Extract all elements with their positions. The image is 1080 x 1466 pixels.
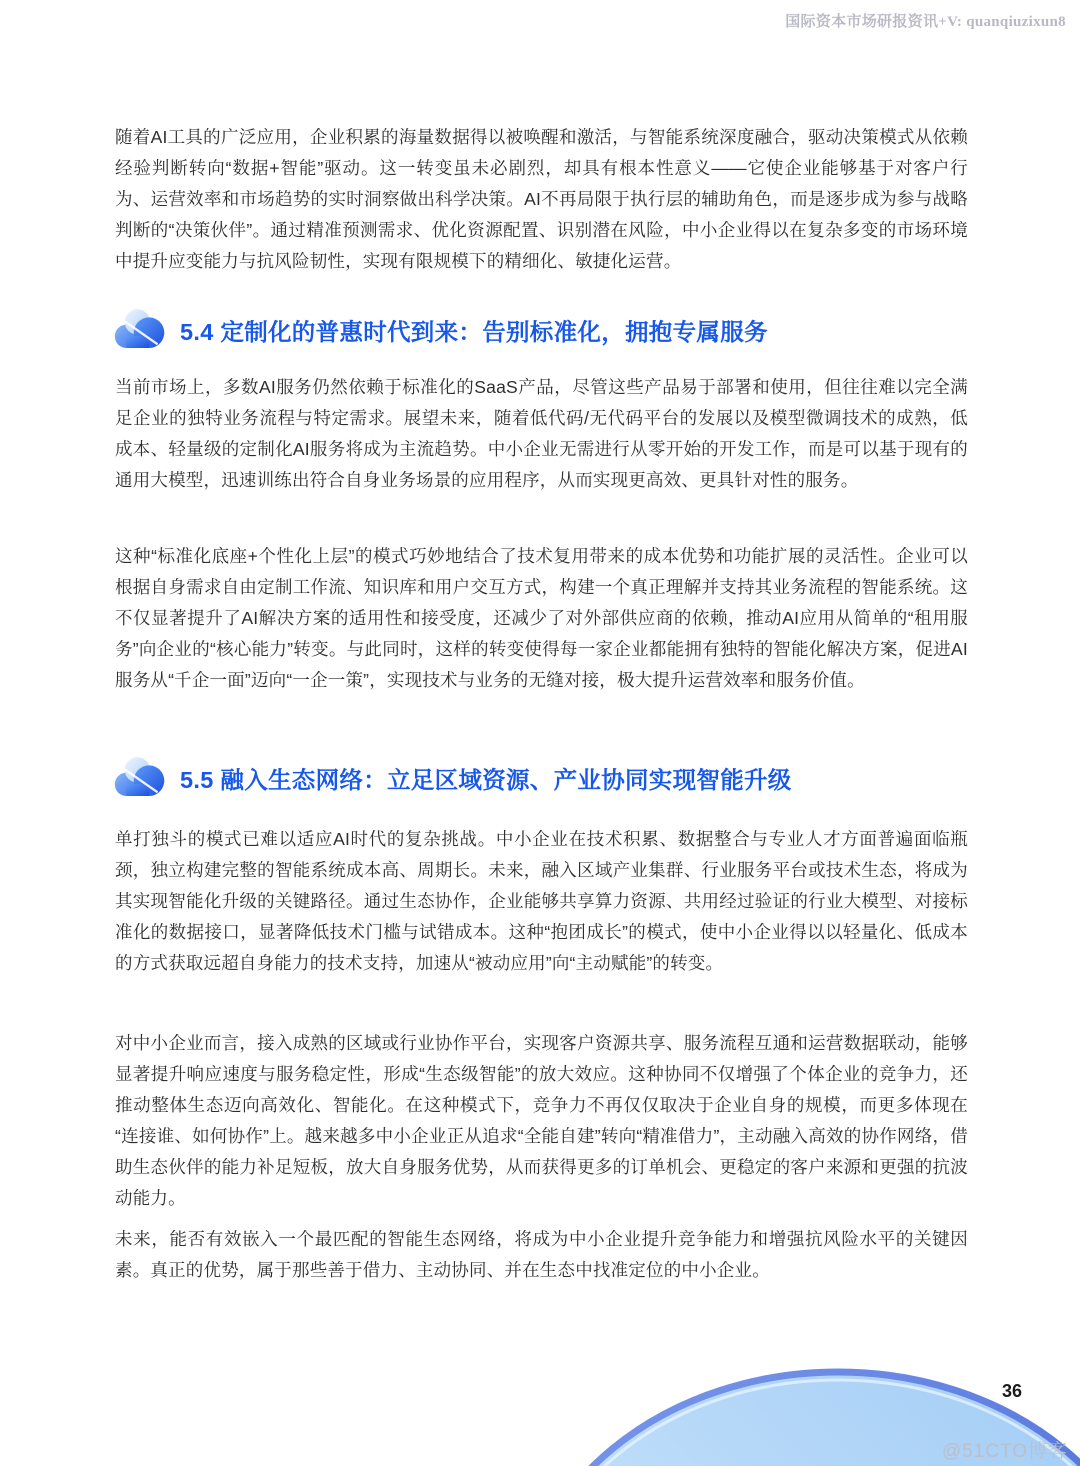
section-5-4-paragraph: 当前市场上，多数AI服务仍然依赖于标准化的SaaS产品，尽管这些产品易于部署和使用，但往往难以完全满足企业的独特业务流程与特定需求。展望未来，随着低代码/无代码平台的发展以及模型微调技术的成熟，低成本、轻量级的定制化AI服务将成为主流趋势。中小企业无需进行从零开始的开发工作，而是可以基于现有的通用大模型，迅速训练出符合自身业务场景的应用程序，从而实现更高效、更具针对性的服务。 <box>115 377 968 490</box>
bottom-watermark: @51CTO博客 <box>941 1441 1068 1462</box>
cloud-logo-icon <box>113 754 167 802</box>
top-right-note: 国际资本市场研报资讯+V: quanqiuzixun8 <box>785 14 1066 30</box>
section-5-5-paragraph: 对中小企业而言，接入成熟的区域或行业协作平台，实现客户资源共享、服务流程互通和运营数据联动，能够显著提升响应速度与服务稳定性，形成“生态级智能”的放大效应。这种协同不仅增强了个体企业的竞争力，还推动整体生态迈向高效化、智能化。在这种模式下，竞争力不再仅仅取决于企业自身的规模，而更多体现在“连接谁、如何协作”上。越来越多中小企业正从追求“全能自建”转向“精准借力”，主动融入高效的协作网络，借助生态伙伴的能力补足短板，放大自身服务优势，从而获得更多的订单机会、更稳定的客户来源和更强的抗波动能力。 <box>115 1033 968 1208</box>
section-5-4-paragraph: 这种“标准化底座+个性化上层”的模式巧妙地结合了技术复用带来的成本优势和功能扩展的灵活性。企业可以根据自身需求自由定制工作流、知识库和用户交互方式，构建一个真正理解并支持其业务流程的智能系统。这不仅显著提升了AI解决方案的适用性和接受度，还减少了对外部供应商的依赖，推动AI应用从简单的“租用服务”向企业的“核心能力”转变。与此同时，这样的转变使得每一家企业都能拥有独特的智能化解决方案，促进AI服务从“千企一面”迈向“一企一策”，实现技术与业务的无缝对接，极大提升运营效率和服务价值。 <box>115 546 968 690</box>
cloud-logo-icon <box>113 306 167 354</box>
section-heading-5-5 <box>113 754 993 802</box>
section-5-5-paragraph: 单打独斗的模式已难以适应AI时代的复杂挑战。中小企业在技术积累、数据整合与专业人才方面普遍面临瓶颈，独立构建完整的智能系统成本高、周期长。未来，融入区域产业集群、行业服务平台或技术生态，将成为其实现智能化升级的关键路径。通过生态协作，企业能够共享算力资源、共用经过验证的行业大模型、对接标准化的数据接口，显著降低技术门槛与试错成本。这种“抱团成长”的模式，使中小企业得以以轻量化、低成本的方式获取远超自身能力的技术支持，加速从“被动应用”向“主动赋能”的转变。 <box>115 829 968 973</box>
section-5-5-paragraph: 未来，能否有效嵌入一个最匹配的智能生态网络，将成为中小企业提升竞争能力和增强抗风险水平的关键因素。真正的优势，属于那些善于借力、主动协同、并在生态中找准定位的中小企业。 <box>115 1229 968 1280</box>
section-title: 5.4 定制化的普惠时代到来：告别标准化，拥抱专属服务 <box>180 319 768 345</box>
section-heading-5-4 <box>113 306 993 354</box>
page-number: 36 <box>1001 1381 1022 1401</box>
intro-paragraph: 随着AI工具的广泛应用，企业积累的海量数据得以被唤醒和激活，与智能系统深度融合，驱动决策模式从依赖经验判断转向“数据+智能”驱动。这一转变虽未必剧烈，却具有根本性意义——它使企业能够基于对客户行为、运营效率和市场趋势的实时洞察做出科学决策。AI不再局限于执行层的辅助角色，而是逐步成为参与战略判断的“决策伙伴”。通过精准预测需求、优化资源配置、识别潜在风险，中小企业得以在复杂多变的市场环境中提升应变能力与抗风险韧性，实现有限规模下的精细化、敏捷化运营。 <box>115 127 968 271</box>
footer-ellipse-decoration <box>0 1360 1080 1466</box>
section-title: 5.5 融入生态网络：立足区域资源、产业协同实现智能升级 <box>180 767 792 793</box>
